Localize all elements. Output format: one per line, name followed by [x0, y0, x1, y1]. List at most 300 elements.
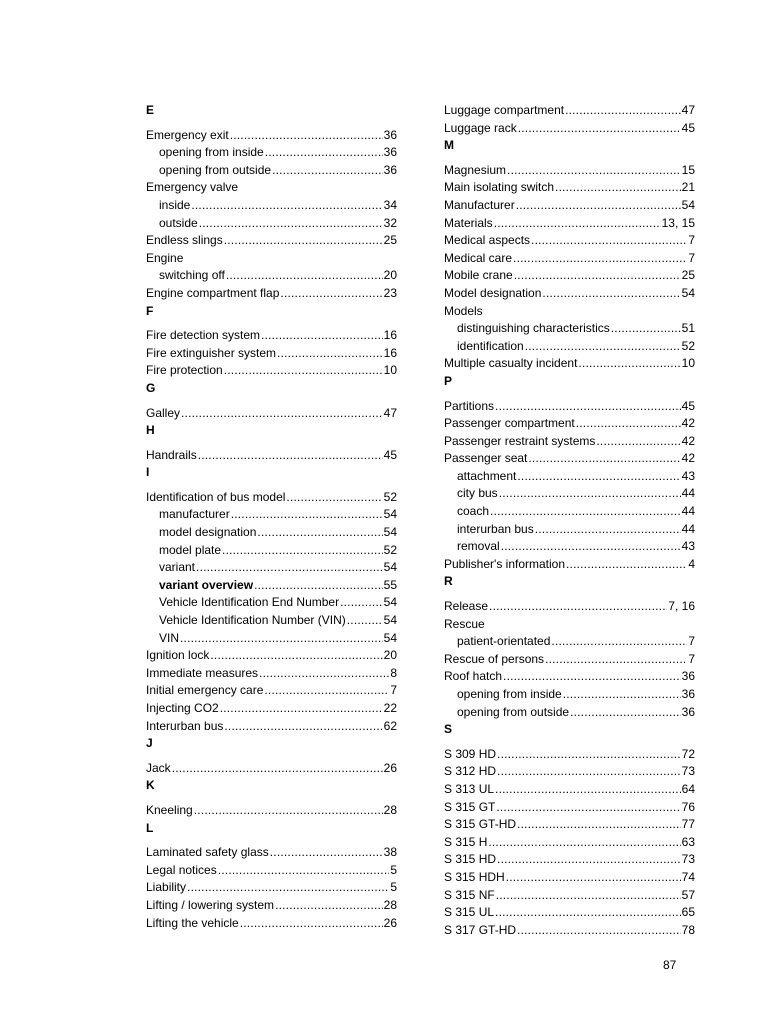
dot-leader: [210, 647, 382, 665]
entry-page-number: 64: [681, 781, 695, 796]
entry-page-number: 36: [383, 162, 397, 177]
entry-page-number: 25: [383, 233, 397, 248]
entry-label: Roof hatch: [444, 669, 503, 684]
index-entry-jack: [146, 760, 397, 778]
entry-page-number: 63: [681, 834, 695, 849]
index-entry-handrails: [146, 447, 397, 465]
dot-leader: [507, 162, 681, 180]
entry-label: Fire extinguisher system: [146, 345, 277, 360]
entry-label: Rescue of persons: [444, 651, 545, 666]
entry-label: attachment: [457, 468, 517, 483]
entry-page-number: 7, 16: [668, 599, 695, 614]
dot-leader: [224, 718, 382, 736]
entry-page-number: 54: [383, 613, 397, 628]
dot-leader: [187, 879, 389, 897]
index-subentry-variant-overview: [146, 577, 397, 595]
entry-label: identification: [457, 338, 524, 353]
entry-page-number: 7: [688, 634, 695, 649]
entry-page-number: 52: [383, 542, 397, 557]
entry-page-number: 36: [383, 127, 397, 142]
entry-label: Materials: [444, 215, 493, 230]
index-letter-heading: P: [444, 373, 453, 388]
entry-page-number: 22: [383, 701, 397, 715]
index-entry-s-315-h: [444, 834, 695, 852]
entry-label: Legal notices: [146, 862, 217, 877]
entry-page-number: 10: [383, 363, 397, 378]
index-entry-emergency-valve: [146, 179, 397, 197]
dot-leader: [220, 700, 383, 718]
index-entry-s-315-ul: [444, 904, 695, 922]
dot-leader: [497, 851, 681, 869]
entry-page-number: 72: [681, 746, 695, 761]
index-entry-s-315-nf: [444, 887, 695, 905]
entry-page-number: 7: [390, 683, 397, 698]
dot-leader: [517, 922, 681, 940]
index-entry-passenger-restraint-systems: [444, 433, 695, 451]
entry-page-number: 28: [383, 897, 397, 912]
entry-page-number: 43: [681, 468, 695, 483]
entry-page-number: 7: [688, 250, 695, 265]
index-letter-heading: K: [146, 778, 155, 793]
entry-page-number: 20: [383, 268, 397, 283]
entry-label: model designation: [159, 525, 257, 540]
entry-page-number: 36: [681, 704, 695, 719]
entry-label: Rescue: [444, 616, 485, 631]
dot-leader: [224, 362, 383, 380]
dot-leader: [513, 250, 687, 268]
dot-leader: [254, 577, 383, 595]
entry-label: Ignition lock: [146, 648, 210, 663]
dot-leader: [570, 704, 681, 722]
index-entry-fire-detection-system: [146, 327, 397, 345]
entry-label: Galley: [146, 405, 181, 420]
entry-page-number: 36: [681, 687, 695, 701]
index-letter-heading: J: [146, 736, 153, 751]
dot-leader: [531, 232, 687, 250]
index-subentry-removal: [444, 538, 695, 556]
index-entry-s-309-hd: [444, 746, 695, 764]
entry-page-number: 7: [688, 651, 695, 666]
dot-leader: [596, 433, 680, 451]
dot-leader: [172, 760, 383, 778]
dot-leader: [490, 503, 681, 521]
index-entry-partitions: [444, 398, 695, 416]
index-entry-engine: [146, 250, 397, 268]
index-entry-fire-protection: [146, 362, 397, 380]
entry-page-number: 73: [681, 764, 695, 779]
index-entry-medical-aspects: [444, 232, 695, 250]
entry-label: outside: [159, 215, 198, 230]
entry-label: opening from outside: [457, 704, 570, 719]
dot-leader: [496, 887, 681, 905]
entry-label: S 315 UL: [444, 905, 495, 920]
entry-label: Liability: [146, 880, 187, 895]
entry-page-number: 62: [383, 718, 397, 733]
entry-label: interurban bus: [457, 521, 534, 536]
entry-label: Luggage rack: [444, 120, 517, 135]
entry-page-number: 28: [383, 802, 397, 817]
index-entry-luggage-rack: [444, 120, 695, 138]
entry-page-number: 13, 15: [661, 215, 695, 230]
entry-label: Passenger compartment: [444, 416, 575, 431]
entry-label: S 315 GT: [444, 799, 496, 814]
dot-leader: [489, 598, 667, 616]
entry-page-number: 54: [681, 285, 695, 300]
entry-label: Passenger restraint systems: [444, 433, 596, 448]
index-subentry-manufacturer: [146, 506, 397, 524]
dot-leader: [347, 612, 383, 630]
entry-page-number: 44: [681, 504, 695, 519]
dot-leader: [222, 542, 383, 560]
entry-label: inside: [159, 197, 191, 212]
entry-label: removal: [457, 539, 500, 554]
entry-label: Vehicle Identification End Number: [159, 595, 340, 610]
entry-label: Partitions: [444, 398, 495, 413]
dot-leader: [261, 327, 383, 345]
entry-page-number: 65: [681, 905, 695, 920]
dot-leader: [514, 267, 681, 285]
entry-page-number: 52: [383, 489, 397, 504]
entry-page-number: 8: [390, 665, 397, 680]
index-letter-heading: L: [146, 820, 154, 835]
entry-label: S 309 HD: [444, 746, 497, 761]
index-column-right: [444, 102, 695, 939]
entry-page-number: 32: [383, 215, 397, 230]
entry-label: Passenger seat: [444, 451, 528, 466]
index-letter-heading: F: [146, 303, 154, 318]
entry-label: Identification of bus model: [146, 489, 286, 504]
entry-label: S 312 HD: [444, 764, 497, 779]
entry-label: S 315 NF: [444, 887, 495, 902]
index-subentry-vin: [146, 630, 397, 648]
entry-page-number: 4: [688, 556, 695, 571]
entry-label: opening from inside: [457, 687, 562, 701]
entry-page-number: 5: [390, 880, 397, 895]
entry-label: S 313 UL: [444, 781, 495, 796]
index-entry-lifting-lowering-system: [146, 897, 397, 915]
dot-leader: [199, 215, 383, 233]
entry-page-number: 44: [681, 521, 695, 536]
entry-page-number: 54: [383, 525, 397, 540]
dot-leader: [218, 862, 390, 880]
index-subentry-inside: [146, 197, 397, 215]
entry-label: Luggage compartment: [444, 103, 565, 117]
index-column-left: [146, 102, 397, 932]
dot-leader: [230, 127, 383, 145]
dot-leader: [259, 665, 389, 683]
entry-label: S 315 HDH: [444, 869, 505, 884]
entry-label: Engine: [146, 250, 184, 265]
entry-page-number: 38: [383, 845, 397, 860]
index-entry-galley: [146, 405, 397, 423]
entry-page-number: 47: [383, 405, 397, 420]
entry-label: coach: [457, 504, 490, 519]
entry-label: Lifting / lowering system: [146, 897, 275, 912]
dot-leader: [545, 651, 687, 669]
entry-label: Emergency valve: [146, 180, 239, 195]
entry-page-number: 43: [681, 539, 695, 554]
entry-label: Immediate measures: [146, 665, 259, 680]
index-entry-materials: [444, 215, 695, 233]
dot-leader: [181, 405, 383, 423]
entry-page-number: 52: [681, 338, 695, 353]
entry-label: Publisher's information: [444, 556, 566, 571]
dot-leader: [516, 197, 681, 215]
entry-label: variant: [159, 560, 196, 575]
entry-label: S 315 HD: [444, 852, 497, 867]
index-entry-emergency-exit: [146, 127, 397, 145]
dot-leader: [578, 355, 680, 373]
entry-label: city bus: [457, 486, 498, 501]
dot-leader: [277, 345, 383, 363]
index-entry-s-315-gt-hd: [444, 816, 695, 834]
dot-leader: [494, 215, 661, 233]
entry-page-number: 54: [383, 595, 397, 610]
entry-page-number: 20: [383, 648, 397, 663]
entry-label: S 315 H: [444, 834, 488, 849]
dot-leader: [340, 594, 383, 612]
entry-label: Medical care: [444, 250, 513, 265]
entry-page-number: 73: [681, 852, 695, 867]
index-entry-ignition-lock: [146, 647, 397, 665]
entry-label: Vehicle Identification Number (VIN): [159, 613, 346, 628]
index-entry-medical-care: [444, 250, 695, 268]
index-subentry-opening-from-outside: [146, 162, 397, 180]
dot-leader: [576, 415, 681, 433]
dot-leader: [497, 763, 681, 781]
dot-leader: [501, 538, 681, 556]
entry-page-number: 76: [681, 799, 695, 814]
dot-leader: [198, 447, 383, 465]
index-letter-heading: E: [146, 103, 155, 117]
entry-label: Handrails: [146, 447, 197, 462]
entry-label: S 317 GT-HD: [444, 922, 517, 937]
entry-page-number: 51: [681, 321, 695, 336]
dot-leader: [551, 633, 687, 651]
dot-leader: [194, 802, 383, 820]
entry-label: manufacturer: [159, 507, 230, 522]
entry-page-number: 47: [681, 103, 695, 117]
index-entry-roof-hatch: [444, 668, 695, 686]
index-entry-release: [444, 598, 695, 616]
index-subentry-variant: [146, 559, 397, 577]
index-letter-heading: R: [444, 574, 453, 589]
entry-page-number: 54: [383, 560, 397, 575]
dot-leader: [611, 320, 681, 338]
dot-leader: [275, 897, 383, 915]
index-subentry-city-bus: [444, 485, 695, 503]
index-entry-lifting-the-vehicle: [146, 915, 397, 933]
entry-label: Lifting the vehicle: [146, 915, 239, 930]
entry-label: opening from inside: [159, 145, 264, 160]
index-entry-liability: [146, 879, 397, 897]
entry-label: VIN: [159, 630, 180, 645]
index-subentry-switching-off: [146, 267, 397, 285]
entry-page-number: 25: [681, 268, 695, 283]
dot-leader: [226, 267, 383, 285]
index-entry-s-312-hd: [444, 763, 695, 781]
index-entry-engine-compartment-flap: [146, 285, 397, 303]
entry-label: distinguishing characteristics: [457, 321, 610, 336]
dot-leader: [563, 686, 681, 704]
index-subentry-opening-from-inside: [444, 686, 695, 704]
index-subentry-opening-from-outside: [444, 704, 695, 722]
entry-page-number: 42: [681, 416, 695, 431]
dot-leader: [488, 834, 680, 852]
index-subentry-interurban-bus: [444, 521, 695, 539]
entry-label: Mobile crane: [444, 268, 513, 283]
index-entry-fire-extinguisher-system: [146, 345, 397, 363]
index-entry-s-317-gt-hd: [444, 922, 695, 940]
entry-page-number: 34: [383, 197, 397, 212]
index-entry-laminated-safety-glass: [146, 844, 397, 862]
entry-page-number: 54: [681, 197, 695, 212]
index-entry-interurban-bus: [146, 718, 397, 736]
entry-page-number: 5: [390, 862, 397, 877]
entry-label: Main isolating switch: [444, 180, 555, 195]
index-subentry-vehicle-identification-number-vin: [146, 612, 397, 630]
entry-page-number: 42: [681, 433, 695, 448]
dot-leader: [191, 197, 382, 215]
index-letter-heading: S: [444, 722, 453, 737]
entry-page-number: 15: [681, 162, 695, 177]
index-letter-heading: G: [146, 380, 156, 395]
index-entry-rescue: [444, 616, 695, 634]
entry-label: Manufacturer: [444, 197, 515, 212]
dot-leader: [496, 799, 680, 817]
dot-leader: [240, 915, 383, 933]
entry-page-number: 26: [383, 915, 397, 930]
entry-label: model plate: [159, 542, 222, 557]
dot-leader: [535, 521, 681, 539]
index-subentry-coach: [444, 503, 695, 521]
index-entry-legal-notices: [146, 862, 397, 880]
entry-label: patient-orientated: [457, 634, 551, 649]
index-entry-s-313-ul: [444, 781, 695, 799]
dot-leader: [503, 668, 681, 686]
dot-leader: [566, 556, 687, 574]
index-subentry-model-designation: [146, 524, 397, 542]
dot-leader: [180, 630, 383, 648]
index-entry-manufacturer: [444, 197, 695, 215]
dot-leader: [495, 781, 681, 799]
entry-page-number: 10: [681, 356, 695, 371]
index-entry-luggage-compartment: [444, 102, 695, 120]
page-number: 87: [663, 958, 677, 972]
entry-page-number: 7: [688, 233, 695, 248]
dot-leader: [231, 506, 383, 524]
index-subentry-patient-orientated: [444, 633, 695, 651]
entry-page-number: 44: [681, 486, 695, 501]
entry-label: variant overview: [159, 577, 254, 592]
entry-page-number: 77: [681, 817, 695, 832]
dot-leader: [517, 468, 680, 486]
index-subentry-distinguishing-characteristics: [444, 320, 695, 338]
entry-page-number: 54: [383, 630, 397, 645]
dot-leader: [224, 232, 383, 250]
entry-page-number: 78: [681, 922, 695, 937]
dot-leader: [280, 285, 382, 303]
entry-page-number: 45: [681, 120, 695, 135]
index-subentry-outside: [146, 215, 397, 233]
entry-page-number: 45: [681, 398, 695, 413]
entry-label: Release: [444, 599, 489, 614]
entry-page-number: 74: [681, 869, 695, 884]
index-entry-passenger-seat: [444, 450, 695, 468]
dot-leader: [542, 285, 680, 303]
index-entry-mobile-crane: [444, 267, 695, 285]
entry-label: Kneeling: [146, 802, 193, 817]
dot-leader: [565, 102, 681, 120]
entry-label: Engine compartment flap: [146, 285, 280, 300]
entry-label: Interurban bus: [146, 718, 224, 733]
index-entry-endless-slings: [146, 232, 397, 250]
index-entry-publisher-s-information: [444, 556, 695, 574]
index-entry-magnesium: [444, 162, 695, 180]
entry-label: switching off: [159, 268, 225, 283]
dot-leader: [257, 524, 382, 542]
dot-leader: [196, 559, 383, 577]
entry-label: Multiple casualty incident: [444, 356, 578, 371]
index-entry-s-315-hdh: [444, 869, 695, 887]
index-entry-model-designation: [444, 285, 695, 303]
dot-leader: [265, 144, 383, 162]
entry-label: Endless slings: [146, 233, 223, 248]
entry-page-number: 16: [383, 328, 397, 343]
entry-label: Fire detection system: [146, 328, 261, 343]
entry-page-number: 36: [681, 669, 695, 684]
entry-label: Initial emergency care: [146, 683, 264, 698]
dot-leader: [497, 746, 681, 764]
index-subentry-identification: [444, 338, 695, 356]
index-subentry-opening-from-inside: [146, 144, 397, 162]
index-letter-heading: M: [444, 138, 454, 153]
dot-leader: [506, 869, 681, 887]
entry-label: Magnesium: [444, 162, 507, 177]
entry-label: Fire protection: [146, 363, 223, 378]
entry-page-number: 16: [383, 345, 397, 360]
index-entry-injecting-co2: [146, 700, 397, 718]
dot-leader: [528, 450, 680, 468]
dot-leader: [495, 398, 681, 416]
index-entry-initial-emergency-care: [146, 682, 397, 700]
entry-label: Emergency exit: [146, 127, 229, 142]
dot-leader: [517, 816, 681, 834]
index-entry-rescue-of-persons: [444, 651, 695, 669]
index-entry-immediate-measures: [146, 665, 397, 683]
dot-leader: [495, 904, 681, 922]
dot-leader: [270, 844, 383, 862]
entry-label: Models: [444, 303, 483, 318]
index-entry-s-315-gt: [444, 799, 695, 817]
dot-leader: [525, 338, 681, 356]
index-entry-kneeling: [146, 802, 397, 820]
index-subentry-attachment: [444, 468, 695, 486]
entry-label: Injecting CO2: [146, 701, 219, 715]
entry-label: Laminated safety glass: [146, 845, 269, 860]
index-entry-identification-of-bus-model: [146, 489, 397, 507]
entry-page-number: 54: [383, 507, 397, 522]
index-entry-multiple-casualty-incident: [444, 355, 695, 373]
dot-leader: [518, 120, 681, 138]
entry-page-number: 23: [383, 285, 397, 300]
index-entry-passenger-compartment: [444, 415, 695, 433]
index-entry-models: [444, 303, 695, 321]
dot-leader: [286, 489, 382, 507]
entry-label: Jack: [146, 760, 171, 775]
index-entry-main-isolating-switch: [444, 179, 695, 197]
entry-label: Medical aspects: [444, 233, 531, 248]
